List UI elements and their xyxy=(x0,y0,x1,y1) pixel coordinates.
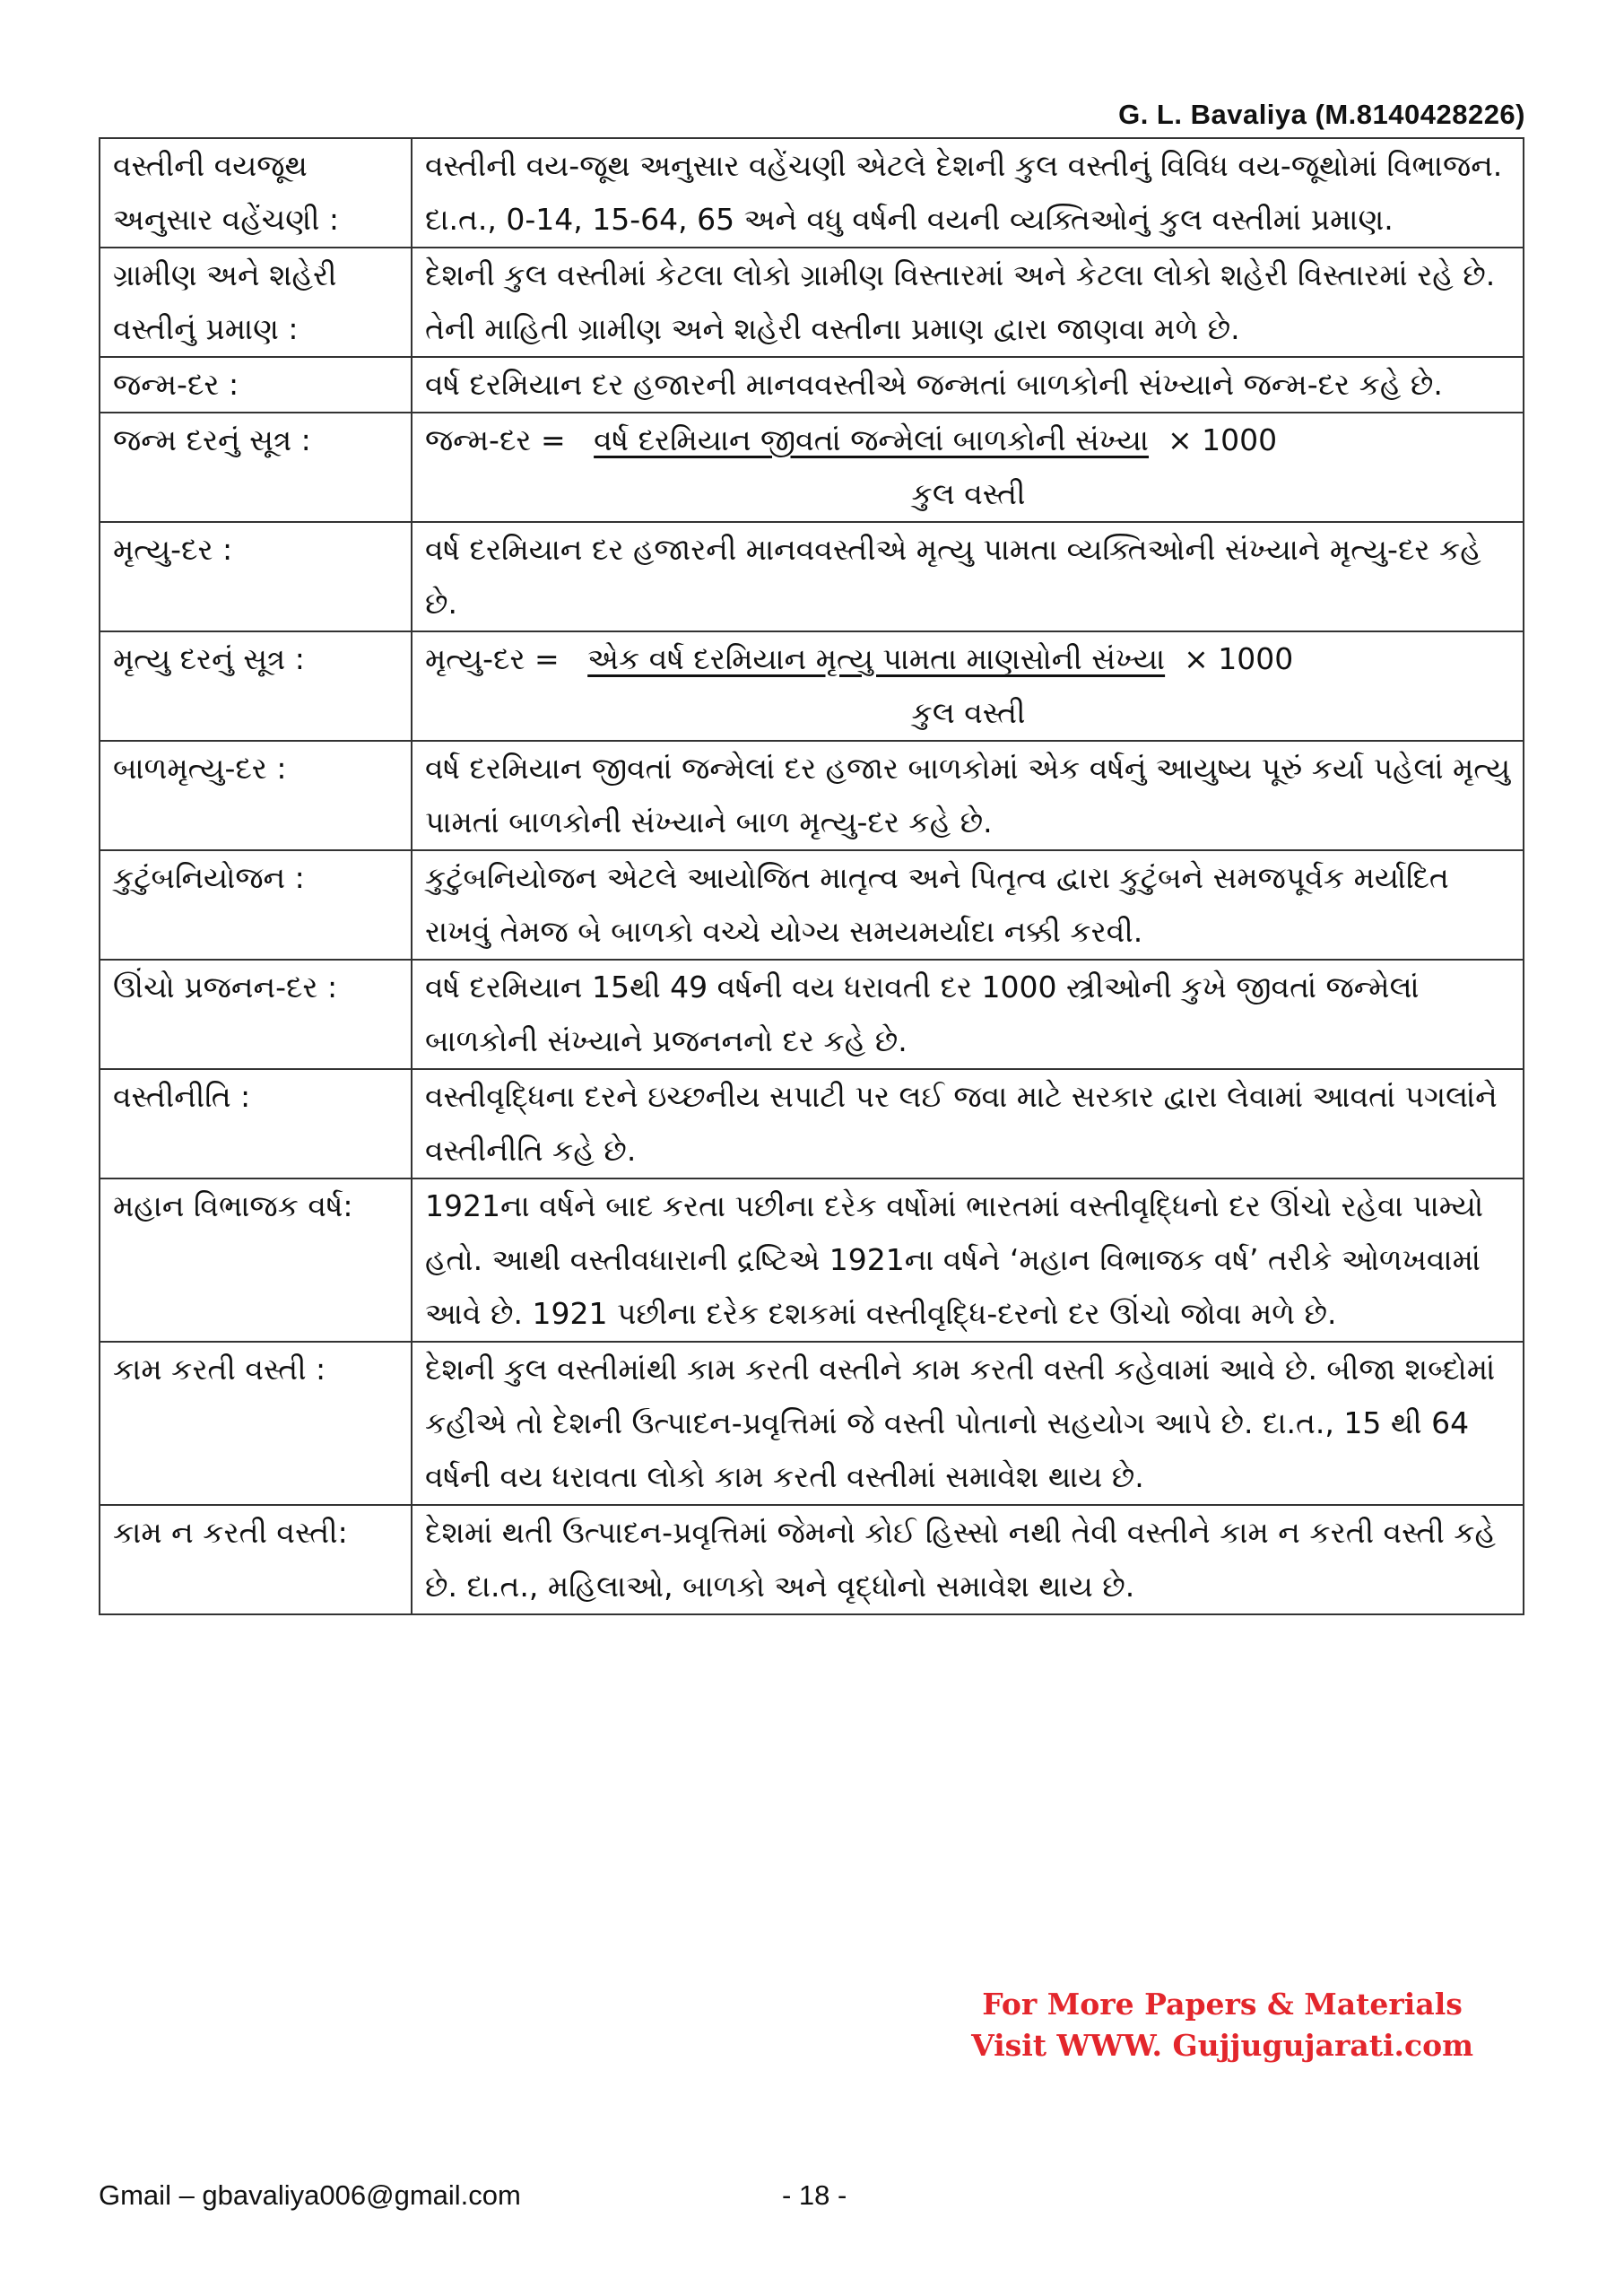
formula-denominator: કુલ વસ્તી xyxy=(911,476,1026,511)
author-header: G. L. Bavaliya (M.8140428226) xyxy=(1118,99,1525,130)
table-row xyxy=(100,413,1524,522)
definition-cell: વર્ષ દરમિયાન 15થી 49 વર્ષની વય ધરાવતી દર 1000 સ્ત્રીઓની કુખે જીવતાં જન્મેલાં બાળકોની સંખ્યાને પ્રજનનનો દર કહે છે. xyxy=(412,960,1524,1069)
table-row xyxy=(100,522,1524,631)
term-cell: મહાન વિભાજક વર્ષ: xyxy=(100,1178,412,1342)
table-row xyxy=(100,357,1524,413)
formula-line xyxy=(425,632,1512,686)
definition-cell: દેશની કુલ વસ્તીમાંથી કામ કરતી વસ્તીને કામ કરતી વસ્તી કહેવામાં આવે છે. બીજા શબ્દોમાં કહીએ તો દેશની ઉત્પાદન-પ્રવૃત્તિમાં જે વસ્તી પોતાનો સહયોગ આપે છે. દા.ત., 15 થી 64 વર્ષની વય ધરાવતા લોકો કામ કરતી વસ્તીમાં સમાવેશ થાય છે. xyxy=(412,1342,1524,1505)
page-number: - 18 - xyxy=(782,2179,847,2211)
definition-cell: વસ્તીની વય-જૂથ અનુસાર વહેંચણી એટલે દેશની કુલ વસ્તીનું વિવિધ વય-જૂથોમાં વિભાજન. દા.ત., 0-14, 15-64, 65 અને વધુ વર્ષની વયની વ્યક્તિઓનું કુલ વસ્તીમાં પ્રમાણ. xyxy=(412,138,1524,248)
table-row xyxy=(100,248,1524,357)
formula-numerator: વર્ષ દરમિયાન જીવતાં જન્મેલાં બાળકોની સંખ્યા xyxy=(594,422,1150,457)
definition-cell: દેશમાં થતી ઉત્પાદન-પ્રવૃત્તિમાં જેમનો કોઈ હિસ્સો નથી તેવી વસ્તીને કામ ન કરતી વસ્તી કહે છે. દા.ત., મહિલાઓ, બાળકો અને વૃદ્ધોનો સમાવેશ થાય છે. xyxy=(412,1505,1524,1614)
formula-denominator: કુલ વસ્તી xyxy=(911,695,1026,730)
formula-cell xyxy=(412,631,1524,741)
table-row xyxy=(100,631,1524,741)
definition-cell: દેશની કુલ વસ્તીમાં કેટલા લોકો ગ્રામીણ વિસ્તારમાં અને કેટલા લોકો શહેરી વિસ્તારમાં રહે છે. તેની માહિતી ગ્રામીણ અને શહેરી વસ્તીના પ્રમાણ દ્વારા જાણવા મળે છે. xyxy=(412,248,1524,357)
definition-cell: કુટુંબનિયોજન એટલે આયોજિત માતૃત્વ અને પિતૃત્વ દ્વારા કુટુંબને સમજપૂર્વક મર્યાદિત રાખવું તેમજ બે બાળકો વચ્ચે યોગ્ય સમયમર્યાદા નક્કી કરવી. xyxy=(412,850,1524,960)
term-cell: વસ્તીનીતિ : xyxy=(100,1069,412,1178)
definition-cell: વર્ષ દરમિયાન દર હજારની માનવવસ્તીએ જન્મતાં બાળકોની સંખ્યાને જન્મ-દર કહે છે. xyxy=(412,357,1524,413)
term-cell: મૃત્યુ દરનું સૂત્ર : xyxy=(100,631,412,741)
formula-cell xyxy=(412,413,1524,522)
term-cell: ગ્રામીણ અને શહેરી વસ્તીનું પ્રમાણ : xyxy=(100,248,412,357)
promo-line: For More Papers & Materials xyxy=(982,1987,1463,2022)
term-cell: મૃત્યુ-દર : xyxy=(100,522,412,631)
table-row xyxy=(100,1505,1524,1614)
table-row xyxy=(100,850,1524,960)
formula-numerator: એક વર્ષ દરમિયાન મૃત્યુ પામતા માણસોની સંખ્યા xyxy=(587,641,1166,676)
table-row xyxy=(100,1342,1524,1505)
table-row xyxy=(100,138,1524,248)
footer-email: Gmail – gbavaliya006@gmail.com xyxy=(99,2179,521,2211)
definition-cell: વર્ષ દરમિયાન દર હજારની માનવવસ્તીએ મૃત્યુ પામતા વ્યક્તિઓની સંખ્યાને મૃત્યુ-દર કહે છે. xyxy=(412,522,1524,631)
table-row xyxy=(100,1069,1524,1178)
promo-link[interactable]: Visit WWW. Gujjugujarati.com xyxy=(971,2028,1473,2063)
term-cell: ઊંચો પ્રજનન-દર : xyxy=(100,960,412,1069)
term-cell: વસ્તીની વયજૂથ અનુસાર વહેંચણી : xyxy=(100,138,412,248)
glossary-table xyxy=(99,137,1524,1615)
term-cell: કામ ન કરતી વસ્તી: xyxy=(100,1505,412,1614)
term-cell: જન્મ-દર : xyxy=(100,357,412,413)
term-cell: કામ કરતી વસ્તી : xyxy=(100,1342,412,1505)
formula-multiplier: × 1000 xyxy=(1184,641,1294,676)
formula-lhs: મૃત્યુ-દર = xyxy=(425,641,560,676)
formula-multiplier: × 1000 xyxy=(1168,422,1278,457)
table-row xyxy=(100,1178,1524,1342)
term-cell: બાળમૃત્યુ-દર : xyxy=(100,741,412,850)
promo-block xyxy=(971,1984,1473,2066)
formula-lhs: જન્મ-દર = xyxy=(425,422,566,457)
term-cell: જન્મ દરનું સૂત્ર : xyxy=(100,413,412,522)
definition-cell: 1921ના વર્ષને બાદ કરતા પછીના દરેક વર્ષોમાં ભારતમાં વસ્તીવૃદ્ધિનો દર ઊંચો રહેવા પામ્યો હતો. આથી વસ્તીવધારાની દ્રષ્ટિએ 1921ના વર્ષને ‘મહાન વિભાજક વર્ષ’ તરીકે ઓળખવામાં આવે છે. 1921 પછીના દરેક દશકમાં વસ્તીવૃદ્ધિ-દરનો દર ઊંચો જોવા મળે છે. xyxy=(412,1178,1524,1342)
definition-cell: વર્ષ દરમિયાન જીવતાં જન્મેલાં દર હજાર બાળકોમાં એક વર્ષનું આયુષ્ય પૂરું કર્યા પહેલાં મૃત્યુ પામતાં બાળકોની સંખ્યાને બાળ મૃત્યુ-દર કહે છે. xyxy=(412,741,1524,850)
definition-cell: વસ્તીવૃદ્ધિના દરને ઇચ્છનીય સપાટી પર લઈ જવા માટે સરકાર દ્વારા લેવામાં આવતાં પગલાંને વસ્તીનીતિ કહે છે. xyxy=(412,1069,1524,1178)
table-row xyxy=(100,741,1524,850)
table-row xyxy=(100,960,1524,1069)
term-cell: કુટુંબનિયોજન : xyxy=(100,850,412,960)
formula-line xyxy=(425,413,1512,467)
